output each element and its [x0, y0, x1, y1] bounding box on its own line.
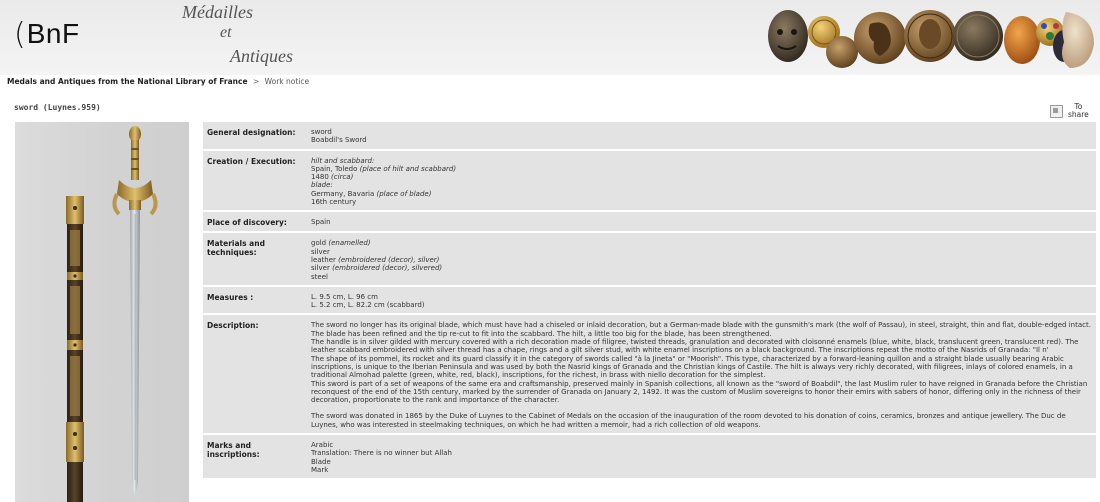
value-line	[311, 218, 1092, 226]
value-line	[311, 256, 1092, 264]
value-text: Germany, Bavaria	[311, 189, 377, 198]
value-line	[311, 198, 1092, 206]
info-row-marks-and-inscriptions	[203, 435, 1096, 480]
breadcrumb	[7, 77, 309, 86]
value-text: Boabdil's Sword	[311, 136, 367, 145]
info-row-value	[307, 315, 1096, 433]
value-qualifier: (place of hilt and scabbard)	[359, 164, 457, 173]
value-text: Translation: There is no winner but Allah	[311, 449, 452, 458]
value-line	[311, 321, 1092, 338]
info-row-label: Materials and techniques:	[207, 239, 265, 258]
value-text: L. 9.5 cm, L. 96 cm	[311, 292, 378, 301]
value-line	[311, 458, 1092, 466]
value-line	[311, 165, 1092, 173]
value-text: silver	[311, 247, 330, 256]
value-line	[311, 293, 1092, 301]
value-line	[311, 380, 1092, 405]
value-line	[311, 301, 1092, 309]
medals-banner-image	[760, 2, 1096, 74]
info-row-materials-and-techniques	[203, 233, 1096, 286]
value-text: leather	[311, 255, 339, 264]
value-text: Spain, Toledo	[311, 164, 360, 173]
info-row-label: Measures :	[207, 292, 254, 302]
info-row-value	[307, 233, 1096, 284]
value-line	[311, 412, 1092, 429]
value-text: silver	[311, 264, 333, 273]
value-text: The sword no longer has its original blade, which must have had a chiseled or inlaid decoration, but a German-made blade with the gunsmith's mark (the wolf of Passau), in steel, straight, thin and flat, double-edged intact. The blade has been refined and the tip re-cut to fit into the scabbard. The hilt, a little too big for the blade, has been strengthened.	[311, 321, 1091, 338]
site-title-line-3: Antiques	[230, 46, 293, 66]
value-line	[311, 264, 1092, 272]
value-qualifier: (embroidered (decor), silvered)	[332, 264, 443, 273]
value-text: 16th century	[311, 198, 357, 207]
share-label-line-1: To	[1074, 102, 1083, 111]
site-title-line-2: et	[220, 24, 232, 41]
info-row-place-of-discovery	[203, 212, 1096, 233]
value-qualifier: blade:	[311, 181, 333, 190]
site-title[interactable]	[180, 2, 300, 72]
value-line	[311, 157, 1092, 165]
value-line	[311, 239, 1092, 247]
info-row-value	[307, 151, 1096, 211]
value-text: This sword is part of a set of weapons of the same era and craftsmanship, preserved mainly in Spanish collections, all known as the "sword of Boabdil", the last Muslim ruler to have reigned in Granada before the Christian reconquest of the end of the 15th century, marked by the surrender of Granada on January 2, 1492. It was the custom of Muslim sovereigns to honor their emirs with sabers of honor, differing only in the richness of their decoration, proportionate to the rank and importance of the character.	[311, 379, 1088, 405]
bnf-logo[interactable]	[14, 14, 80, 54]
value-qualifier: (enamelled)	[328, 239, 371, 248]
share-button[interactable]	[1050, 103, 1089, 119]
value-text: 1480	[311, 173, 332, 182]
site-title-line-1: Médailles	[182, 2, 253, 22]
info-row-value	[307, 212, 1096, 231]
value-line	[311, 181, 1092, 189]
info-row-general-designation	[203, 122, 1096, 151]
value-qualifier: (circa)	[331, 173, 354, 182]
value-text: Blade	[311, 457, 331, 466]
value-line	[311, 136, 1092, 144]
value-line	[311, 248, 1092, 256]
value-line	[311, 466, 1092, 474]
value-text: sword	[311, 128, 332, 136]
info-row-label: Creation / Execution:	[207, 156, 296, 166]
value-qualifier: (embroidered (decor), silver)	[338, 255, 440, 264]
info-row-measures	[203, 287, 1096, 316]
breadcrumb-separator: >	[252, 77, 260, 86]
site-header	[0, 0, 1100, 75]
value-line	[311, 355, 1092, 380]
value-line	[311, 441, 1092, 449]
info-row-creation-execution	[203, 151, 1096, 213]
value-line	[311, 190, 1092, 198]
value-text: The handle is in silver gilded with mercury covered with a rich decoration made of filigree, twisted threads, granulation and decorated with cloisonné enamels (blue, white, black, translucent green, translucent red). The leather scabbard embroidered with silver thread has a chape, rings and a gilt silver stud, with white enamel inscriptions on a black background. The inscriptions repeat the motto of the Nasrids of Granada: "Il n'	[311, 338, 1079, 355]
info-row-value	[307, 287, 1096, 314]
share-label	[1068, 103, 1089, 119]
value-text: The sword was donated in 1865 by the Duke of Luynes to the Cabinet of Medals on the occasion of the inauguration of the room devoted to his donation of coins, ceramics, bronzes and antique jewellery. The Duc de Luynes, who was interested in steelmaking techniques, on which he had written a memoir, had a rich collection of old weapons.	[311, 412, 1066, 429]
info-row-value	[307, 122, 1096, 149]
value-text: Spain	[311, 218, 331, 227]
value-qualifier: hilt and scabbard:	[311, 156, 375, 165]
value-line	[311, 338, 1092, 355]
sword-illustration	[15, 122, 189, 502]
value-text: Arabic	[311, 441, 334, 450]
artwork-image[interactable]	[15, 122, 189, 502]
share-label-line-2: share	[1068, 110, 1089, 119]
notice-info-table	[203, 122, 1096, 480]
breadcrumb-current: Work notice	[264, 77, 310, 86]
value-line	[311, 128, 1092, 136]
value-line	[311, 173, 1092, 181]
notice-title: sword (Luynes.959)	[14, 103, 101, 112]
info-row-label: General designation:	[207, 128, 296, 137]
value-text: The shape of its pommel, its rocket and its guard classify it in the category of swords called "à la Jineta" or "Moorish". This type, characterized by a forward-leaning quillon and a straight blade usually bearing Arabic inscriptions, is unique to the Iberian Peninsula and was used by both the Nasrid kings of Granada and the Christian kings of Castile. The hilt is always very richly decorated, with filigrees, inlays of colored enamels, in a traditional Almohad palette (green, white, red, black), inscriptions, for the richest, in brass with niello decoration for the simplest.	[311, 354, 1073, 380]
value-text: steel	[311, 272, 328, 281]
value-text: L. 5.2 cm, L. 82.2 cm (scabbard)	[311, 301, 425, 310]
bnf-logo-text: BnF	[26, 18, 80, 49]
breadcrumb-home-link[interactable]: Medals and Antiques from the National Library of France	[7, 77, 248, 86]
value-line	[311, 273, 1092, 281]
info-row-label: Place of discovery:	[207, 218, 287, 228]
paragraph-gap	[311, 404, 1092, 412]
share-icon	[1050, 105, 1063, 118]
value-text: gold	[311, 239, 329, 248]
info-row-label: Description:	[207, 321, 259, 331]
value-text: Mark	[311, 465, 329, 474]
value-qualifier: (place of blade)	[376, 189, 432, 198]
value-line	[311, 449, 1092, 457]
bnf-logo-mark: (	[14, 16, 26, 52]
info-row-label: Marks and inscriptions:	[207, 441, 260, 460]
info-row-description	[203, 315, 1096, 435]
info-row-value	[307, 435, 1096, 478]
